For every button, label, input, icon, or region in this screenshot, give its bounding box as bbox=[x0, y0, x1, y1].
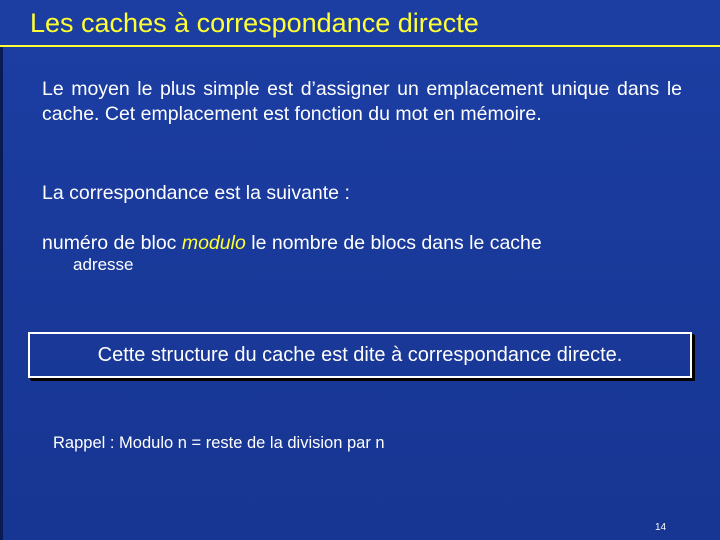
formula-operator: modulo bbox=[181, 232, 246, 254]
formula-subscript: adresse bbox=[73, 255, 134, 274]
formula-part2: le nombre de blocs dans le cache bbox=[245, 232, 542, 254]
slide-title: Les caches à correspondance directe bbox=[30, 8, 479, 38]
mapping-formula bbox=[42, 231, 682, 256]
left-border bbox=[0, 47, 3, 540]
title-underline bbox=[0, 45, 720, 47]
definition-box: Cette structure du cache est dite à correspondance directe. bbox=[28, 332, 692, 378]
reminder-note: Rappel : Modulo n = reste de la division par n bbox=[53, 434, 385, 452]
mapping-intro: La correspondance est la suivante : bbox=[42, 182, 350, 204]
page-number: 14 bbox=[655, 522, 667, 533]
intro-paragraph: Le moyen le plus simple est d’assigner un emplacement unique dans le cache. Cet emplacement est fonction du mot en mémoire. bbox=[42, 78, 682, 125]
formula-part1: numéro de bloc bbox=[42, 232, 182, 254]
